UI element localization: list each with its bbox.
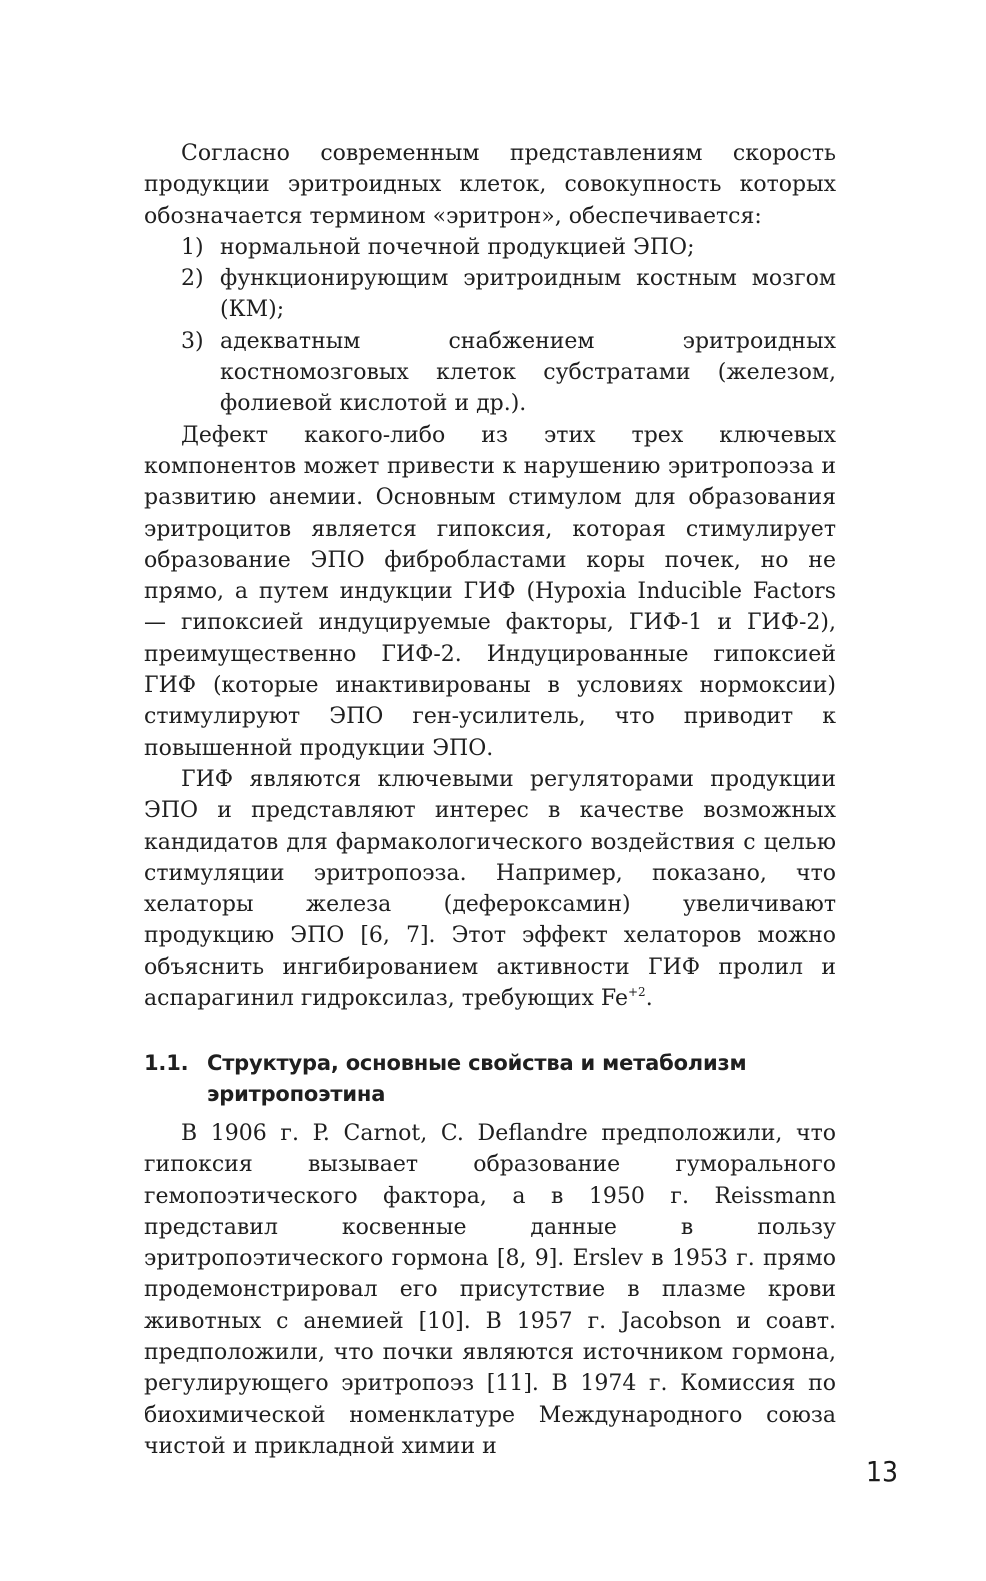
list-item-number: 3) [181, 328, 204, 354]
iron-charge-superscript: +2 [628, 985, 646, 1000]
requirements-list [144, 232, 836, 420]
page-number: 13 [865, 1455, 898, 1488]
list-item-text: нормальной почечной продукцией ЭПО; [220, 234, 695, 260]
list-item [144, 263, 836, 326]
intro-paragraph-3 [144, 764, 836, 1014]
list-item-number: 1) [181, 234, 204, 260]
list-item [144, 326, 836, 420]
intro-paragraph-3-end: . [645, 986, 653, 1012]
list-item-text: функционирующим эритроидным костным мозгом (КМ); [220, 266, 836, 323]
section-paragraph-1: В 1906 г. P. Carnot, C. Deflandre предположили, что гипоксия вызывает образование гуморального гемопоэтического фактора, а в 1950 г. Reissmann представил косвенные данные в пользу эритропоэтического гормона [8, 9]. Erslev в 1953 г. прямо продемонстрировал его присутствие в плазме крови животных с анемией [10]. В 1957 г. Jacobson и соавт. предположили, что почки являются источником гормона, регулирующего эритропоэз [11]. В 1974 г. Комиссия по биохимической номенклатуре Международного союза чистой и прикладной химии и [144, 1121, 836, 1459]
list-item [144, 232, 836, 263]
list-item-text: адекватным снабжением эритроидных костномозговых клеток субстратами (железом, фолиевой кислотой и др.). [220, 328, 836, 417]
section-heading [144, 1048, 836, 1110]
intro-text-block [144, 138, 836, 1014]
section-title: Структура, основные свойства и метаболизм эритропоэтина [207, 1051, 747, 1106]
section-text-block [144, 1118, 836, 1462]
intro-paragraph-1: Согласно современным представлениям скорость продукции эритроидных клеток, совокупность которых обозначается термином «эритрон», обеспечивается: [144, 141, 836, 229]
intro-paragraph-3-text: ГИФ являются ключевыми регуляторами продукции ЭПО и представляют интерес в качестве возможных кандидатов для фармакологического воздействия с целью стимуляции эритропоэза. Например, показано, что хелаторы железа (дефероксамин) увеличивают продукцию ЭПО [6, 7]. Этот эффект хелаторов можно объяснить ингибированием активности ГИФ пролил и аспарагинил гидроксилаз, требующих Fe [144, 766, 836, 1012]
list-item-number: 2) [181, 266, 204, 292]
section-number: 1.1. [144, 1051, 189, 1075]
intro-paragraph-2: Дефект какого-либо из этих трех ключевых компонентов может привести к нарушению эритропоэза и развитию анемии. Основным стимулом для образования эритроцитов является гипоксия, которая стимулирует образование ЭПО фибробластами коры почек, но не прямо, а путем индукции ГИФ (Hypoxia Inducible Factors — гипоксией индуцируемые факторы, ГИФ-1 и ГИФ-2), преимущественно ГИФ-2. Индуцированные гипоксией ГИФ (которые инактивированы в условиях нормоксии) стимулируют ЭПО ген-усилитель, что приводит к повышенной продукции ЭПО. [144, 422, 836, 761]
